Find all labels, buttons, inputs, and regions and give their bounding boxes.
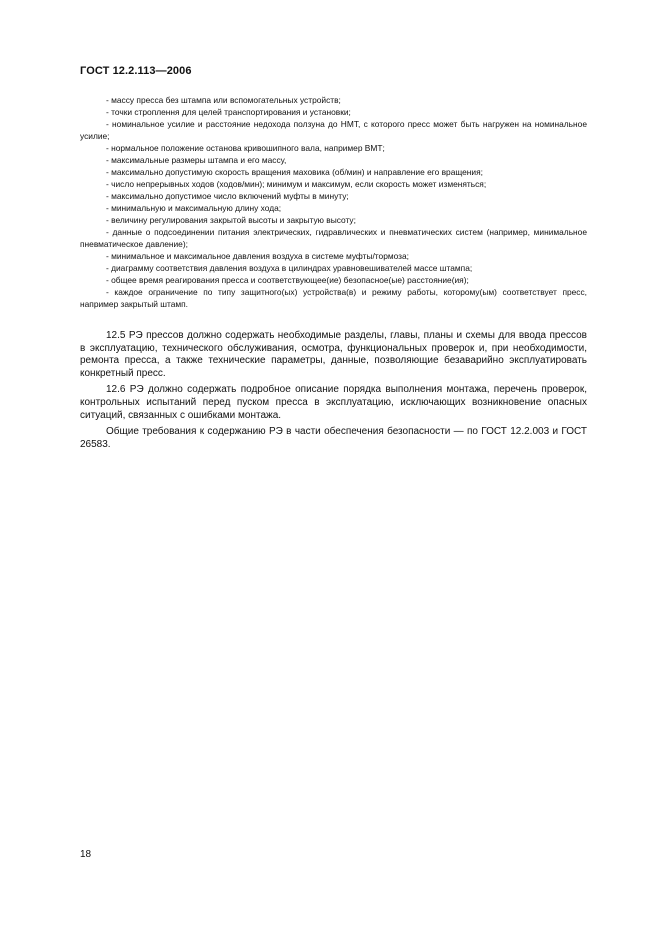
list-item: - минимальную и максимальную длину хода; (106, 203, 282, 213)
requirements-list (80, 94, 587, 310)
list-item: - число непрерывных ходов (ходов/мин); минимум и максимум, если скорость может изменяться; (106, 179, 487, 189)
paragraph-general-requirements: Общие требования к содержанию РЭ в части обеспечения безопасности — по ГОСТ 12.2.003 и ГОСТ 26583. (80, 426, 587, 450)
list-item: - нормальное положение останова кривошипного вала, например ВМТ; (106, 143, 385, 153)
body-text (80, 330, 587, 455)
list-item: - величину регулирования закрытой высоты и закрытую высоту; (106, 215, 356, 225)
list-item: - минимальное и максимальное давления воздуха в системе муфты/тормоза; (106, 251, 410, 261)
list-item: - каждое ограничение по типу защитного(ых) устройства(в) и режиму работы, которому(ым) соответствует пресс, например закрытый штамп. (80, 287, 587, 309)
list-item: - максимально допустимую скорость вращения маховика (об/мин) и направление его вращения; (106, 167, 483, 177)
list-item: - точки строплення для целей транспортирования и установки; (106, 107, 351, 117)
list-item: - массу пресса без штампа или вспомогательных устройств; (106, 95, 341, 105)
document-header: ГОСТ 12.2.113—2006 (80, 65, 192, 77)
paragraph-12-5: 12.5 РЭ прессов должно содержать необходимые разделы, главы, планы и схемы для ввода прессов в эксплуатацию, технического обслуживания, осмотра, функциональных проверок и, при необходимости, ремонта пресса, а также технические параметры, данные, позволяющие безаварийно эксплуатировать конкретный пресс. (80, 330, 587, 379)
paragraph-12-6: 12.6 РЭ должно содержать подробное описание порядка выполнения монтажа, перечень проверок, контрольных испытаний перед пуском пресса в эксплуатацию, исключающих возникновение опасных ситуаций, связанных с ошибками монтажа. (80, 384, 587, 421)
list-item: - номинальное усилие и расстояние недохода ползуна до НМТ, с которого пресс может быть нагружен на номинальное усилие; (80, 119, 587, 141)
list-item: - данные о подсоединении питания электрических, гидравлических и пневматических систем (например, минимальное пневматическое давление); (80, 227, 587, 249)
page-number: 18 (80, 849, 92, 860)
list-item: - максимальные размеры штампа и его массу, (106, 155, 287, 165)
list-item: - диаграмму соответствия давления воздуха в цилиндрах уравновешивателей массе штампа; (106, 263, 473, 273)
list-item: - общее время реагирования пресса и соответствующее(ие) безопасное(ые) расстояние(ия); (106, 275, 469, 285)
list-item: - максимально допустимое число включений муфты в минуту; (106, 191, 349, 201)
